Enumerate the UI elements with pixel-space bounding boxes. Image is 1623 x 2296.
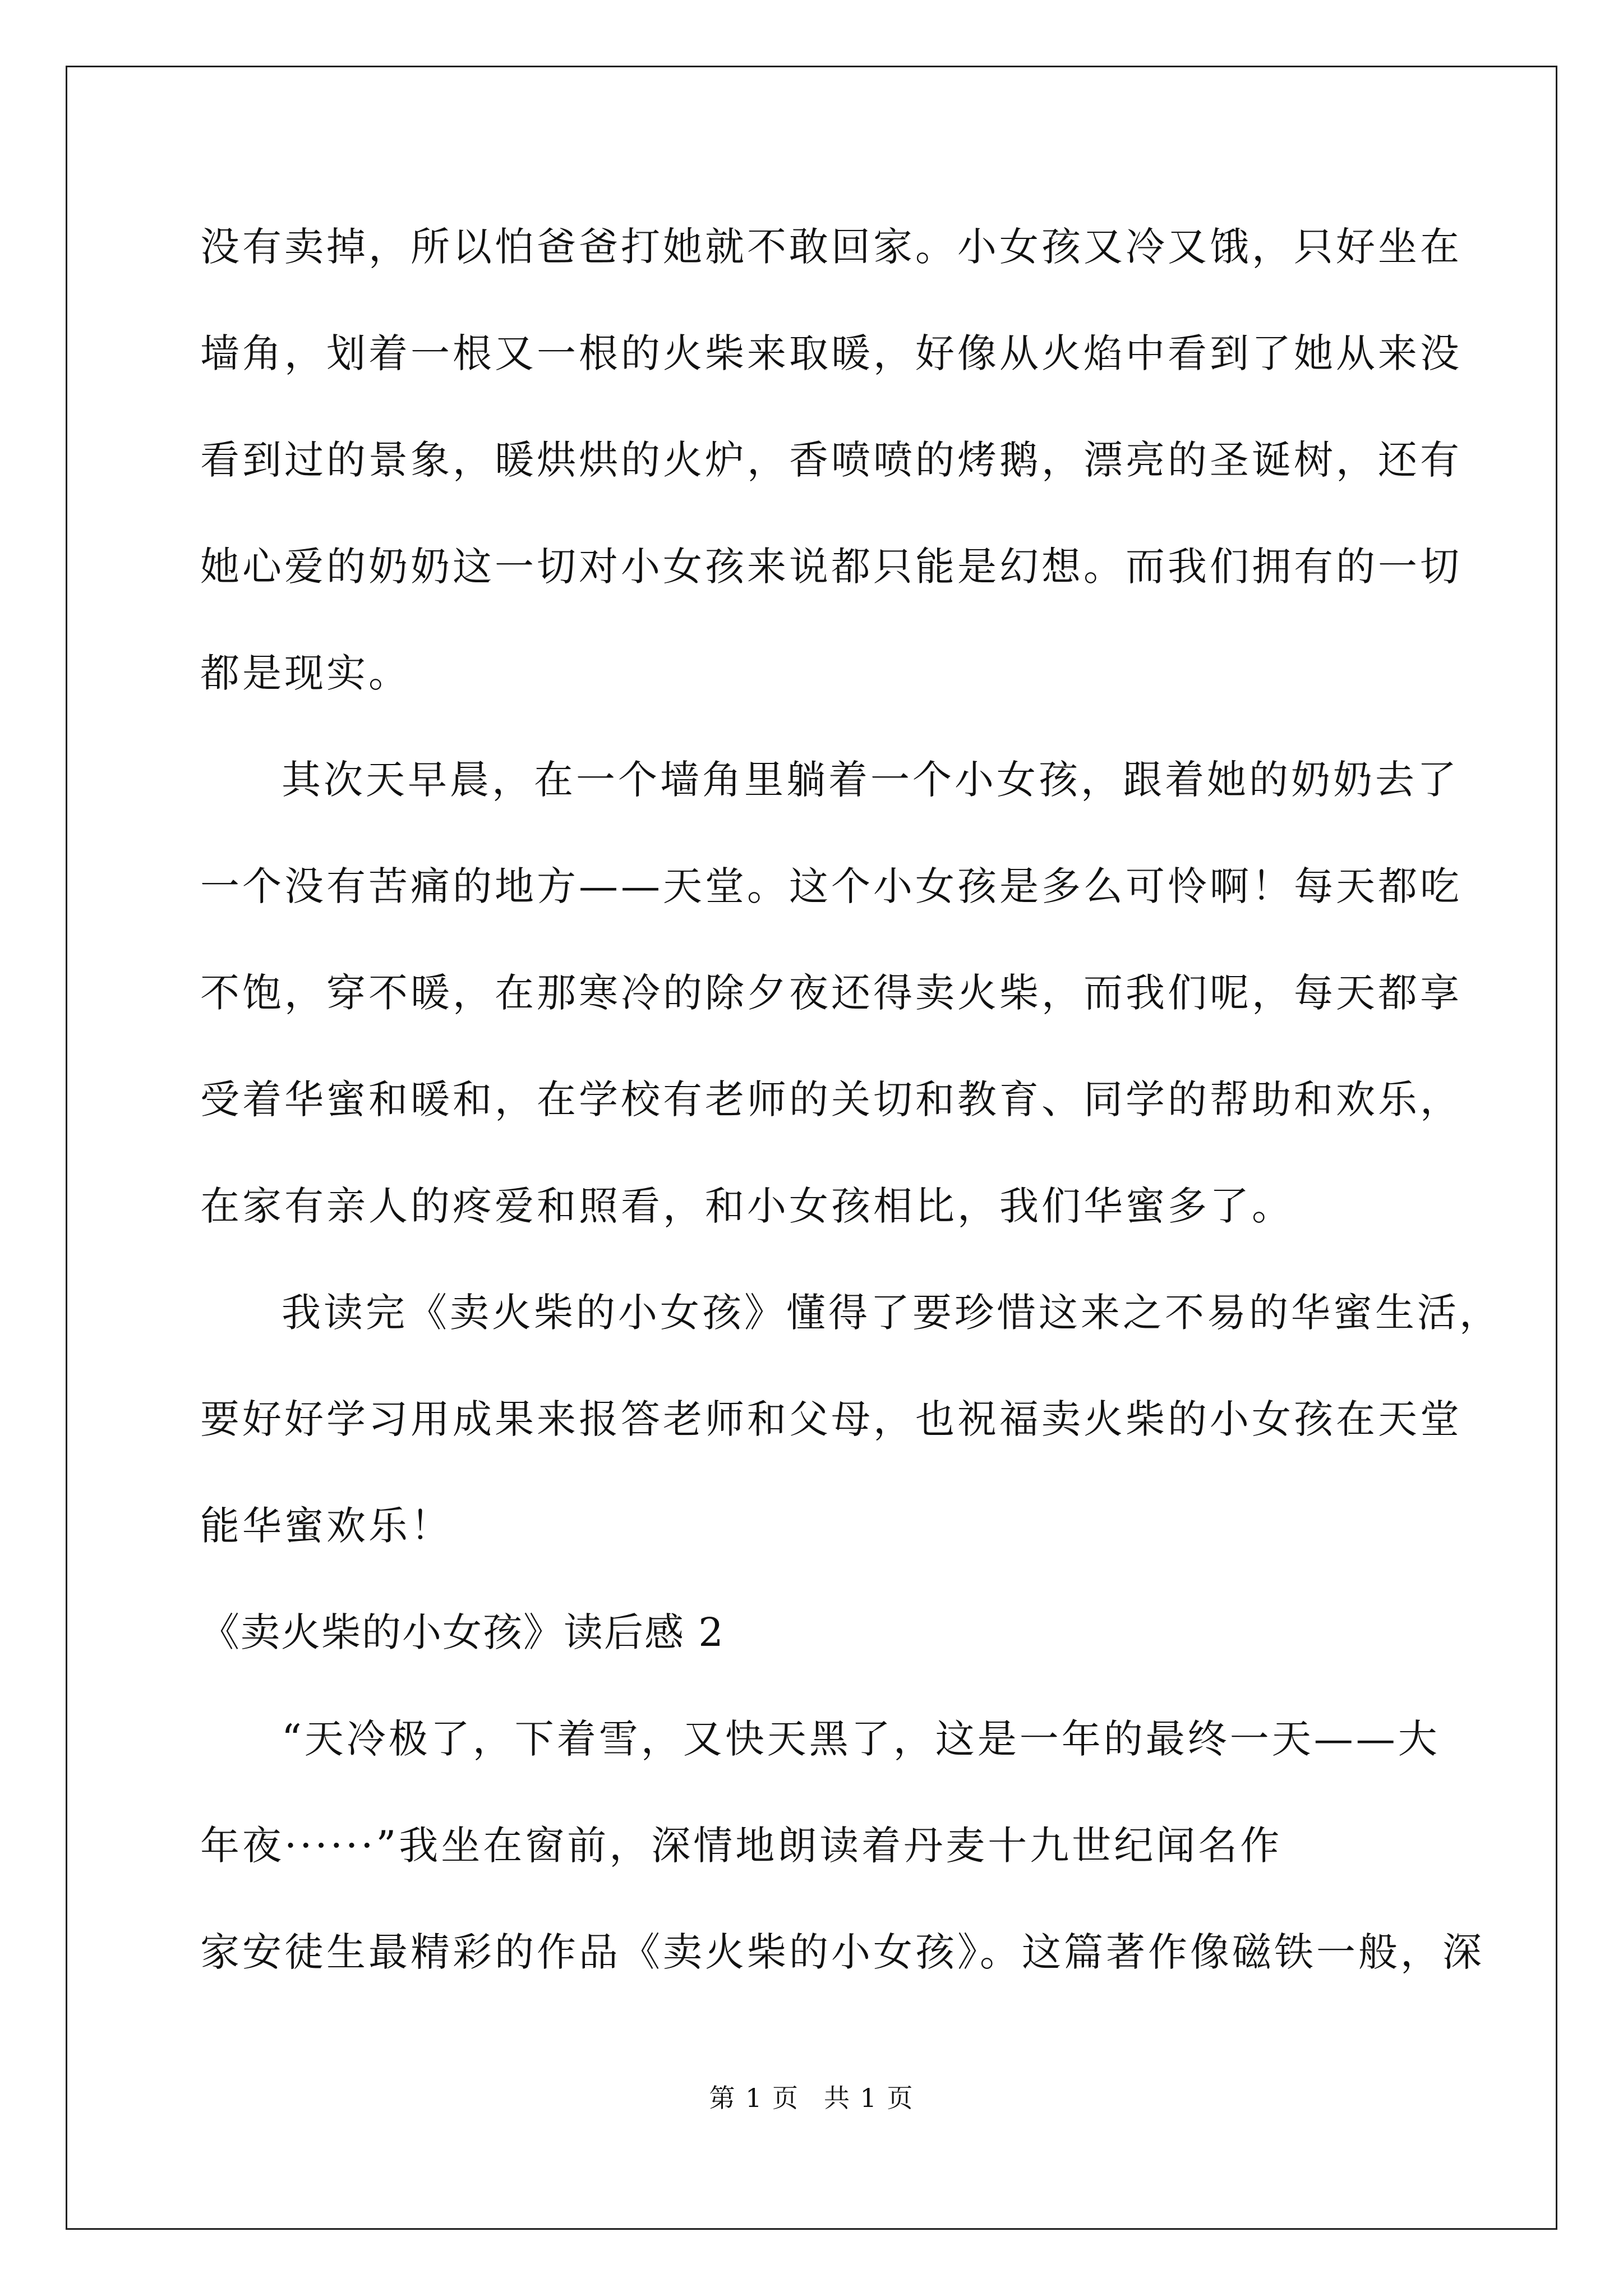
text-line: 家安徒生最精彩的作品《卖火柴的小女孩》。这篇著作像磁铁一般，深	[200, 1929, 1484, 1975]
text-line: 受着华蜜和暖和，在学校有老师的关切和教育、同学的帮助和欢乐，	[200, 1076, 1462, 1122]
text-line: 年夜······”我坐在窗前，深情地朗读着丹麦十九世纪闻名作	[200, 1823, 1283, 1869]
text-line: 墙角，划着一根又一根的火柴来取暖，好像从火焰中看到了她从来没	[200, 330, 1462, 376]
text-line: 看到过的景象，暖烘烘的火炉，香喷喷的烤鹅，漂亮的圣诞树，还有	[200, 437, 1462, 483]
text-line: “天冷极了，下着雪，又快天黑了，这是一年的最终一天——大	[282, 1716, 1440, 1762]
text-line: 都是现实。	[200, 650, 411, 696]
page-total: 共 1 页	[824, 2083, 914, 2113]
text-line: 要好好学习用成果来报答老师和父母，也祝福卖火柴的小女孩在天堂	[200, 1396, 1462, 1442]
text-line: 能华蜜欢乐！	[200, 1503, 453, 1549]
document-body	[200, 213, 1501, 2025]
text-line: 她心爱的奶奶这一切对小女孩来说都只能是幻想。而我们拥有的一切	[200, 544, 1462, 590]
page-number: 第 1 页	[709, 2083, 799, 2113]
text-line: 一个没有苦痛的地方——天堂。这个小女孩是多么可怜啊！每天都吃	[200, 863, 1462, 909]
section-heading: 《卖火柴的小女孩》读后感 2	[200, 1609, 725, 1655]
text-line: 不饱，穿不暖，在那寒冷的除夕夜还得卖火柴，而我们呢，每天都享	[200, 970, 1462, 1016]
text-line: 我读完《卖火柴的小女孩》懂得了要珍惜这来之不易的华蜜生活，	[282, 1290, 1501, 1336]
page-footer	[0, 2081, 1623, 2115]
text-line: 在家有亲人的疼爱和照看，和小女孩相比，我们华蜜多了。	[200, 1183, 1294, 1229]
text-line: 没有卖掉，所以怕爸爸打她就不敢回家。小女孩又冷又饿，只好坐在	[200, 224, 1462, 270]
text-line: 其次天早晨，在一个墙角里躺着一个小女孩，跟着她的奶奶去了	[282, 757, 1459, 803]
